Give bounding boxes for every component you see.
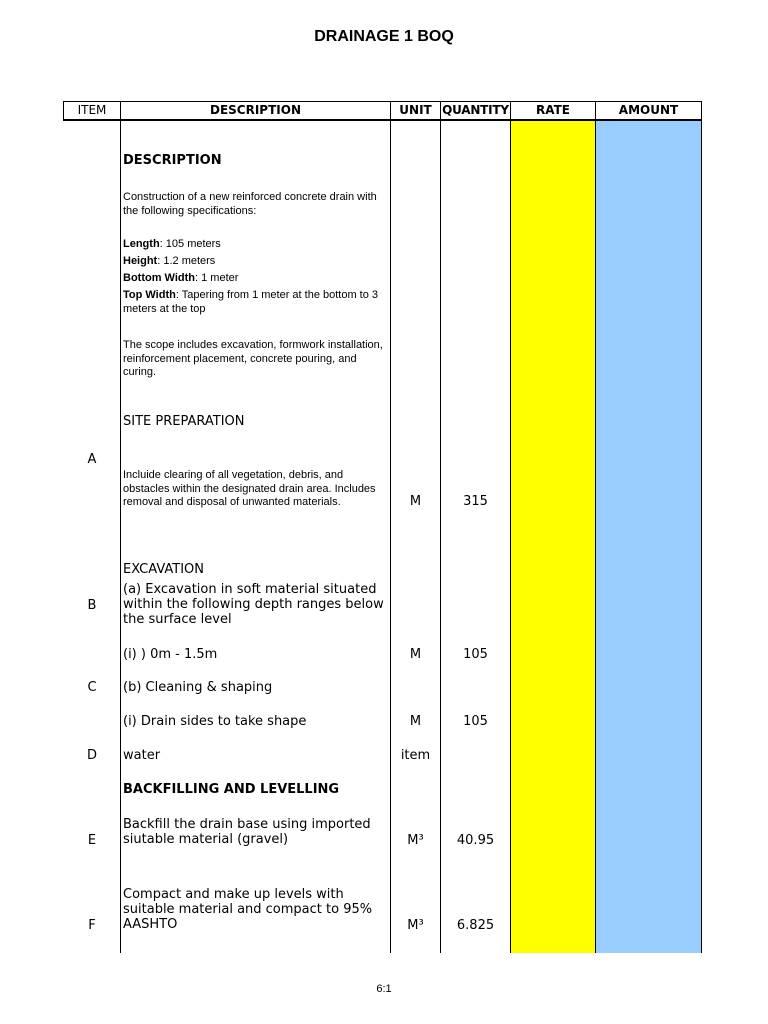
row-b-sub-quantity: 105: [463, 647, 488, 662]
row-c-sub-description: (i) Drain sides to take shape: [123, 714, 307, 729]
spec-top-width-label: Top Width: [123, 289, 176, 301]
section-site-preparation: SITE PREPARATION: [123, 414, 245, 429]
row-f-quantity: 6.825: [456, 918, 495, 933]
header-description: DESCRIPTION: [209, 103, 301, 117]
spec-bottom-width-value: : 1 meter: [195, 272, 239, 284]
intro-text: Construction of a new reinforced concrete drain with the following specifications:: [123, 191, 377, 217]
spec-height-value: : 1.2 meters: [157, 255, 216, 267]
spec-top-width-value: : Tapering from 1 meter at the bottom to 3 meters at the top: [123, 289, 379, 315]
spec-length-label: Length: [123, 238, 160, 250]
row-c-description: (b) Cleaning & shaping: [123, 680, 273, 695]
spec-height: [123, 255, 389, 269]
row-e-unit: M³: [407, 833, 424, 848]
row-d-description: water: [123, 748, 161, 763]
intro-heading: DESCRIPTION: [123, 153, 222, 168]
row-f-description: Compact and make up levels with suitable material and compact to 95% AASHTO: [123, 887, 373, 932]
spec-length-value: : 105 meters: [159, 238, 221, 250]
quantity-column-divider: [510, 101, 511, 953]
row-a-description: Incluide clearing of all vegetation, debris, and obstacles within the designated drain area. Includes removal and disposal of unwanted materials.: [123, 469, 376, 508]
row-c-sub-quantity: 105: [463, 714, 488, 729]
row-a-unit: M: [409, 494, 422, 509]
header-amount: AMOUNT: [618, 103, 679, 117]
spec-length: [123, 238, 389, 252]
spec-bottom-width: [123, 272, 389, 286]
section-backfilling: BACKFILLING AND LEVELLING: [123, 782, 340, 797]
page-number: 6:1: [376, 983, 392, 995]
row-b-sub-description: (i) ) 0m - 1.5m: [123, 647, 218, 662]
spec-bottom-width-label: Bottom Width: [123, 272, 195, 284]
row-e-description: Backfill the drain base using imported siutable material (gravel): [123, 817, 371, 847]
header-rate: RATE: [536, 103, 570, 117]
row-c-item: C: [87, 680, 97, 695]
item-column-divider: [120, 101, 121, 953]
header-bottom-border: [63, 119, 702, 121]
row-e-item: E: [87, 833, 97, 848]
row-b-sub-unit: M: [409, 647, 422, 662]
table-right-border: [701, 101, 702, 953]
row-d-item: D: [86, 748, 97, 763]
row-a-item: A: [87, 452, 97, 467]
row-a-quantity: 315: [463, 494, 488, 509]
spec-top-width: [123, 289, 389, 316]
row-f-unit: M³: [407, 918, 424, 933]
section-excavation: EXCAVATION: [123, 562, 204, 577]
page-title: DRAINAGE 1 BOQ: [314, 28, 454, 45]
header-unit: UNIT: [399, 103, 432, 117]
header-quantity: QUANTITY: [442, 103, 509, 117]
row-f-item: F: [88, 918, 96, 933]
description-column-divider: [390, 101, 391, 953]
row-e-quantity: 40.95: [456, 833, 495, 848]
row-c-sub-unit: M: [409, 714, 422, 729]
row-d-unit: item: [400, 748, 431, 763]
row-b-item: B: [87, 598, 97, 613]
spec-height-label: Height: [123, 255, 158, 267]
rate-column-fill: [511, 120, 596, 953]
intro-scope: The scope includes excavation, formwork installation, reinforcement placement, concrete pouring, and curing.: [123, 339, 383, 378]
row-b-description: (a) Excavation in soft material situated within the following depth ranges below the surface level: [123, 582, 384, 627]
header-item: ITEM: [77, 103, 107, 117]
amount-column-fill: [596, 120, 701, 953]
rate-column-divider: [595, 101, 596, 953]
unit-column-divider: [440, 101, 441, 953]
